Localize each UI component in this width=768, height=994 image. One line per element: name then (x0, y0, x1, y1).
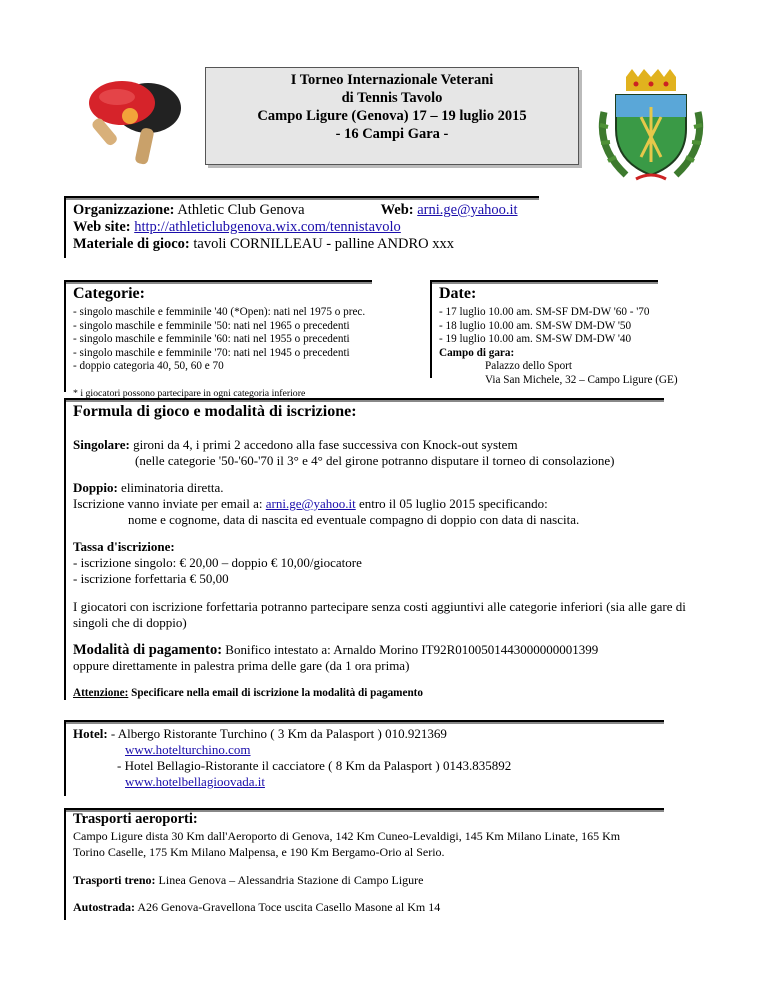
title-line4: - 16 Campi Gara - (335, 126, 449, 142)
title-box (205, 67, 579, 165)
campo-label: Campo di gara: (439, 346, 515, 359)
pagamento-label: Modalità di pagamento: (73, 642, 223, 658)
iscrizione-line2: nome e cognome, data di nascita ed eventuale compagno di doppio con data di nascita. (128, 512, 580, 527)
singolare-text2: (nelle categorie '50-'60-'70 il 3° e 4° del girone potranno disputare il torneo di consolazione) (135, 453, 615, 468)
categorie-heading: Categorie: (73, 285, 145, 302)
autostrada-label: Autostrada: (73, 900, 135, 914)
categoria-item: - singolo maschile e femminile '50: nati nel 1965 o precedenti (73, 319, 350, 332)
categoria-item: - doppio categoria 40, 50, 60 e 70 (73, 360, 224, 372)
website-link[interactable]: http://athleticlubgenova.wix.com/tennistavolo (134, 219, 401, 235)
hotel-1: - Albergo Ristorante Turchino ( 3 Km da Palasport ) 010.921369 (110, 726, 447, 741)
date-section (439, 285, 759, 387)
date-item: - 18 luglio 10.00 am. SM-SW DM-DW '50 (439, 319, 632, 332)
hotel-2-link[interactable]: www.hotelbellagioovada.it (125, 774, 265, 789)
autostrada-text: A26 Genova-Gravellona Toce uscita Casello Masone al Km 14 (137, 900, 441, 914)
campo-line2: Via San Michele, 32 – Campo Ligure (GE) (485, 373, 678, 386)
categoria-item: - singolo maschile e femminile '40 (*Open): nati nel 1975 o prec. (73, 306, 366, 318)
forfait-line2: singoli che di doppio) (73, 615, 187, 630)
singolare-label: Singolare: (73, 437, 130, 452)
tassa-label: Tassa d'iscrizione: (73, 539, 175, 554)
org-value: Athletic Club Genova (177, 202, 305, 218)
title-line1: I Torneo Internazionale Veterani (290, 72, 494, 88)
ping-pong-paddles-icon (86, 73, 186, 170)
hotel-section (73, 726, 693, 790)
categoria-item: - singolo maschile e femminile '70: nati nel 1945 o precedenti (73, 346, 350, 359)
iscrizione-post: entro il 05 luglio 2015 specificando: (358, 496, 548, 511)
web-email-link[interactable]: arni.ge@yahoo.it (417, 202, 518, 218)
pagamento-text: Bonifico intestato a: Arnaldo Morino IT92R0100501443000000001399 (225, 642, 599, 657)
hotel-label: Hotel: (73, 726, 108, 741)
aeroporti-line2: Torino Caselle, 175 Km Milano Malpensa, e 190 Km Bergamo-Orio al Serio. (73, 845, 445, 859)
categorie-note: * i giocatori possono partecipare in ogni categoria inferiore (73, 387, 306, 399)
treno-label: Trasporti treno: (73, 873, 156, 887)
categorie-section (73, 285, 393, 399)
site-label: Web site: (73, 219, 131, 235)
doppio-label: Doppio: (73, 480, 118, 495)
date-item: - 17 luglio 10.00 am. SM-SF DM-DW '60 - '70 (439, 306, 650, 318)
treno-text: Linea Genova – Alessandria Stazione di Campo Ligure (158, 873, 424, 887)
title-line3: Campo Ligure (Genova) 17 – 19 luglio 2015 (257, 108, 527, 124)
material-label: Materiale di gioco: (73, 236, 190, 252)
org-section (73, 202, 733, 253)
date-item: - 19 luglio 10.00 am. SM-SW DM-DW '40 (439, 333, 632, 345)
tassa-line2: - iscrizione forfettaria € 50,00 (73, 571, 229, 586)
title-line2: di Tennis Tavolo (341, 90, 443, 106)
forfait-line1: I giocatori con iscrizione forfettaria potranno partecipare senza costi aggiuntivi alle categorie inferiori (sia alle gare di (73, 599, 686, 614)
hotel-1-link[interactable]: www.hotelturchino.com (125, 742, 251, 757)
attenzione-label: Attenzione: (73, 687, 129, 699)
iscrizione-pre: Iscrizione vanno inviate per email a: (73, 496, 263, 511)
doppio-text: eliminatoria diretta. (121, 480, 224, 495)
pagamento-line2: oppure direttamente in palestra prima delle gare (da 1 ora prima) (73, 658, 410, 673)
categoria-item: - singolo maschile e femminile '60: nati nel 1955 o precedenti (73, 333, 350, 345)
attenzione-text: Specificare nella email di iscrizione la modalità di pagamento (131, 687, 423, 699)
date-heading: Date: (439, 285, 477, 302)
iscrizione-email-link[interactable]: arni.ge@yahoo.it (265, 496, 356, 511)
web-label: Web: (380, 202, 414, 218)
hotel-2: - Hotel Bellagio-Ristorante il cacciatore ( 8 Km da Palasport ) 0143.835892 (117, 758, 512, 773)
singolare-text: gironi da 4, i primi 2 accedono alla fase successiva con Knock-out system (133, 437, 518, 452)
org-label: Organizzazione: (73, 202, 175, 218)
trasporti-section (73, 811, 713, 914)
aeroporti-label: Trasporti aeroporti: (73, 811, 198, 827)
town-crest-icon (586, 67, 716, 185)
formula-section (73, 403, 713, 700)
material-value: tavoli CORNILLEAU - palline ANDRO xxx (193, 236, 454, 252)
tassa-line1: - iscrizione singolo: € 20,00 – doppio € 10,00/giocatore (73, 555, 362, 570)
campo-line1: Palazzo dello Sport (485, 360, 572, 372)
formula-heading: Formula di gioco e modalità di iscrizione: (73, 403, 357, 420)
aeroporti-line1: Campo Ligure dista 30 Km dall'Aeroporto di Genova, 142 Km Cuneo-Levaldigi, 145 Km Milano Linate, 165 Km (73, 829, 621, 843)
